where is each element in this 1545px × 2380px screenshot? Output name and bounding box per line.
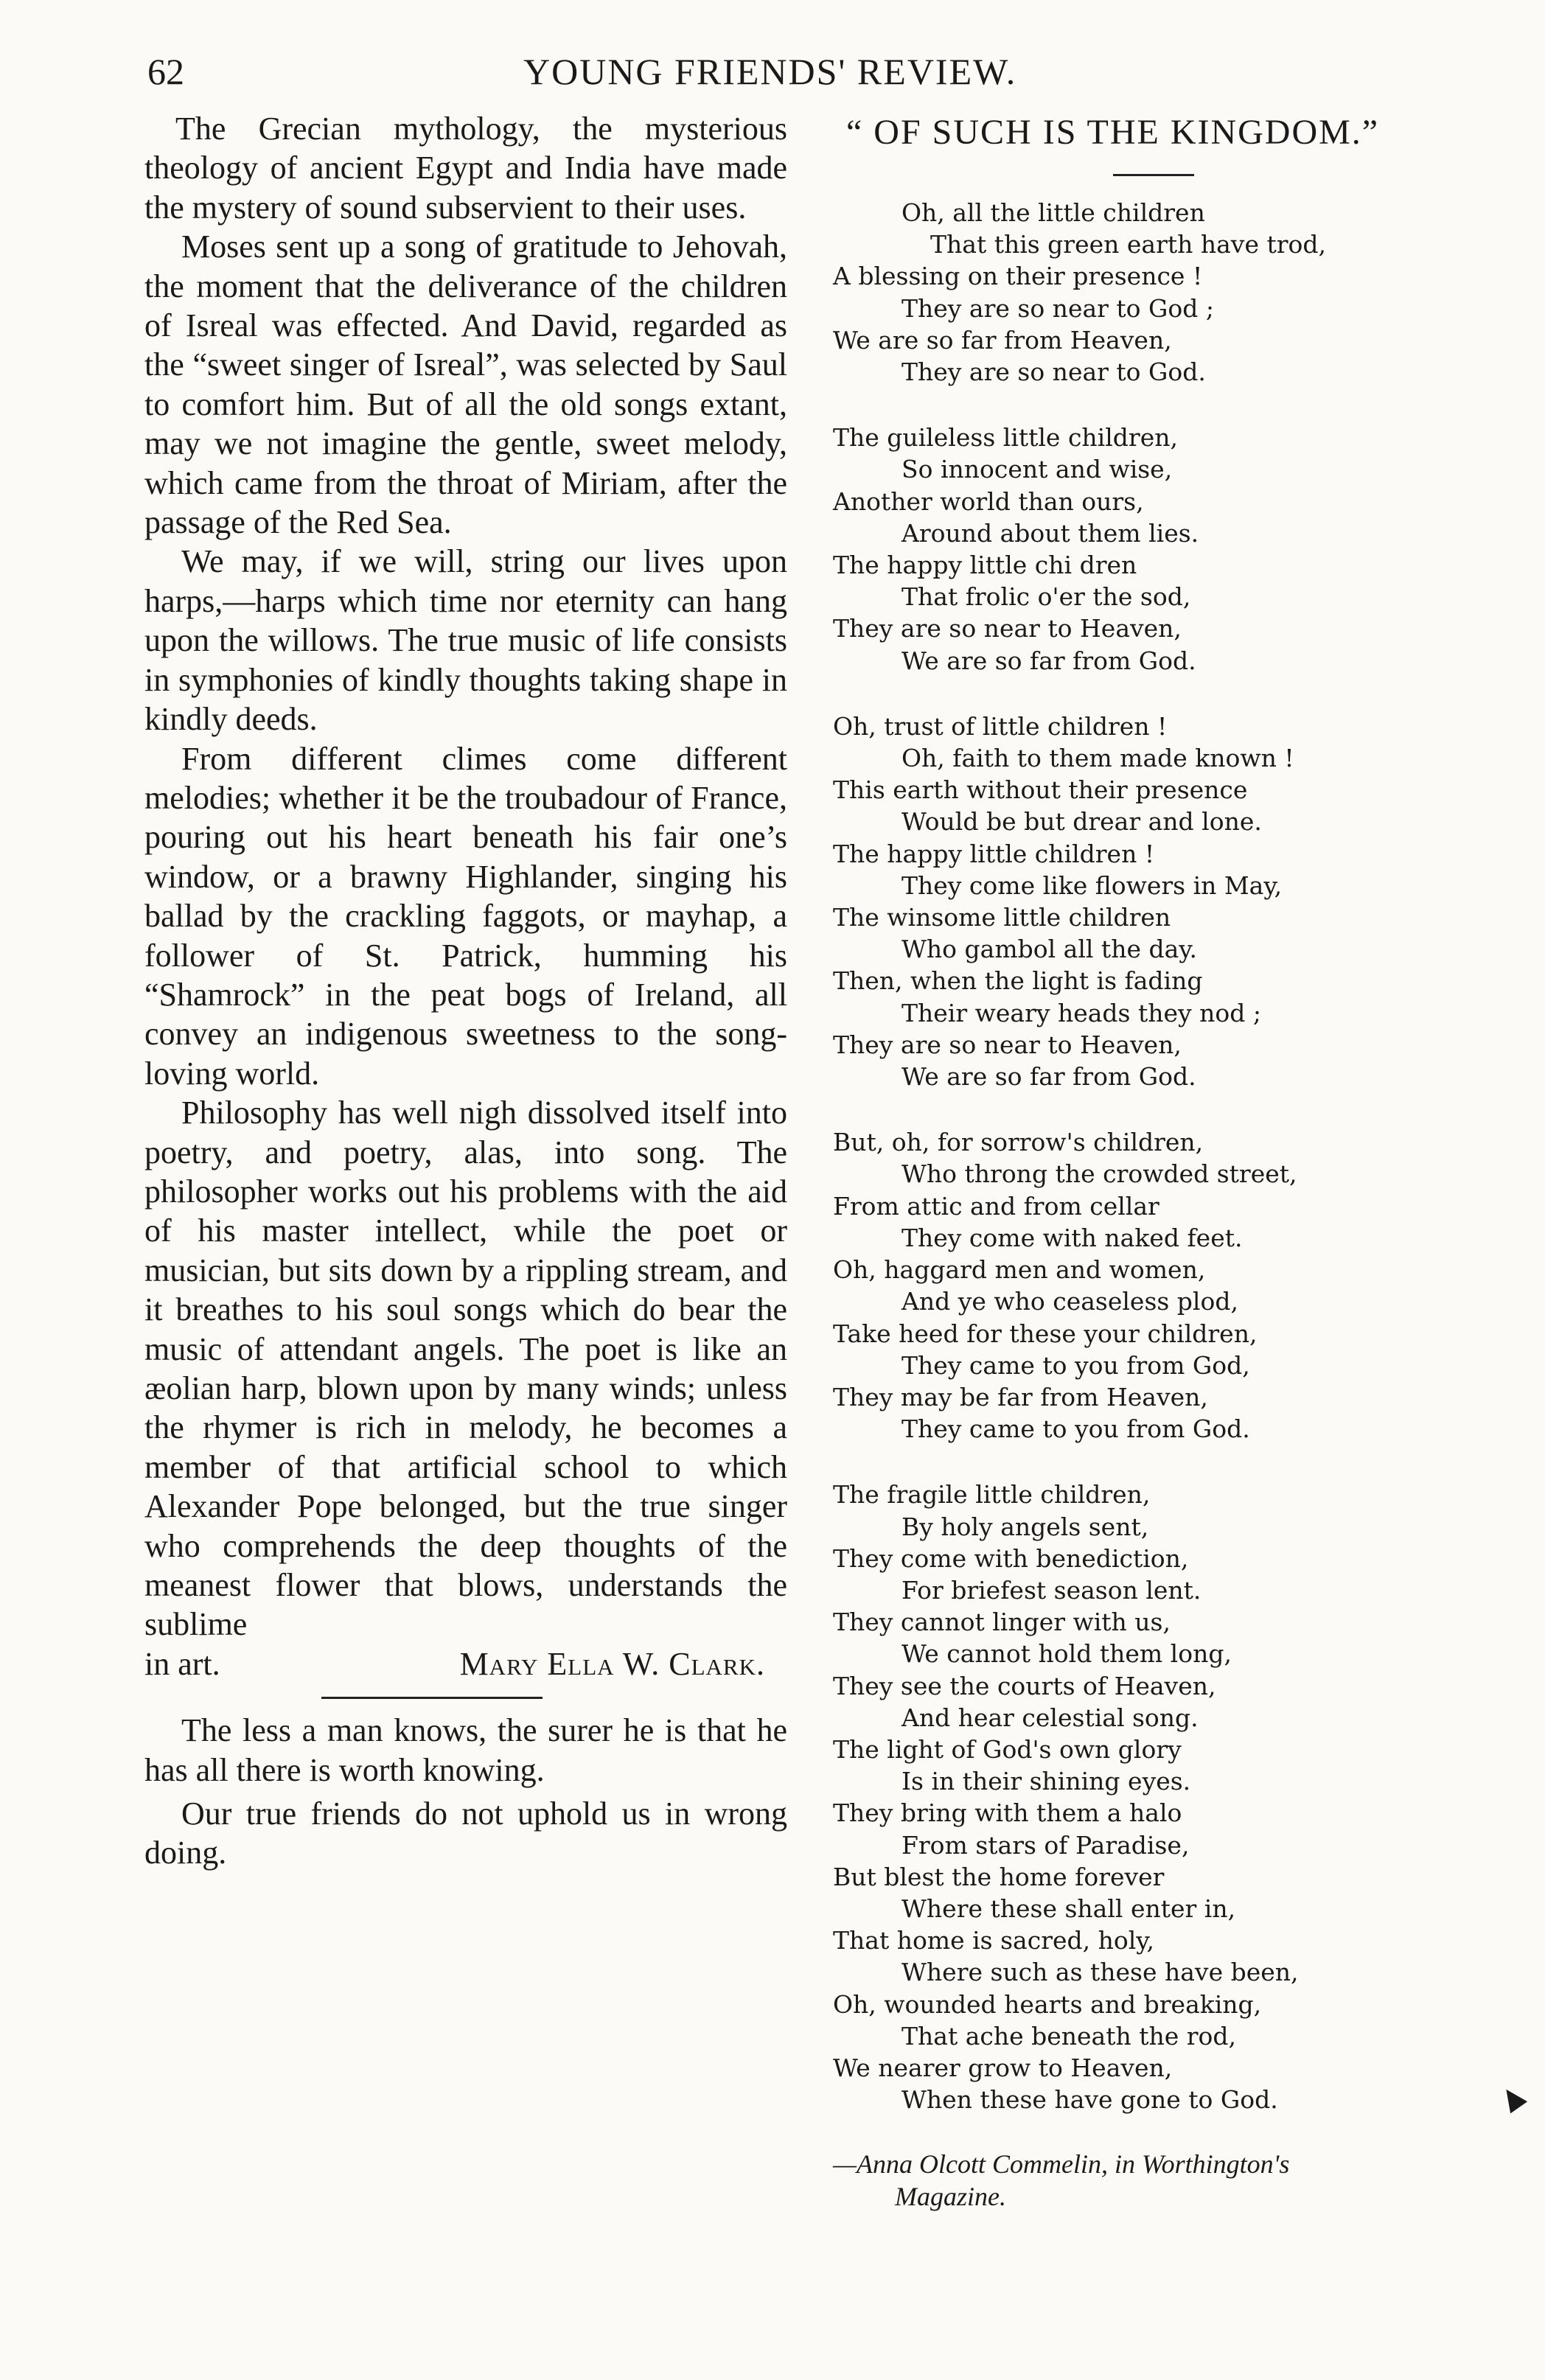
poem-line: For briefest season lent. — [901, 1575, 1202, 1605]
author-byline: Mary Ella W. Clark. — [459, 1645, 765, 1682]
poem-title: “ OF SUCH IS THE KINGDOM.” — [846, 113, 1380, 152]
poem-line: That home is sacred, holy, — [833, 1926, 1155, 1955]
essay-paragraph: We may, if we will, string our lives upon harps,—harps which time nor eternity can hang upon the willows. The true music of life consists in symphonies of kindly thoughts taking shape in kindly deeds. — [144, 543, 787, 738]
filler-paragraph: The less a man knows, the surer he is that he has all there is worth knowing. — [144, 1712, 787, 1788]
essay-last-words: in art. — [144, 1645, 220, 1682]
poem-line: Around about them lies. — [901, 518, 1199, 548]
section-divider — [321, 1697, 543, 1699]
poem-stanza — [833, 711, 1496, 1092]
poem-line: So innocent and wise, — [901, 455, 1173, 484]
poem-line: We cannot hold them long, — [901, 1639, 1232, 1669]
poem-line: Who throng the crowded street, — [901, 1159, 1297, 1189]
poem-line: That ache beneath the rod, — [901, 2021, 1237, 2051]
poem-line: Take heed for these your children, — [833, 1319, 1258, 1348]
poem-line: That frolic o'er the sod, — [901, 582, 1191, 612]
poem-line: Where such as these have been, — [901, 1958, 1299, 1987]
poem-line: From attic and from cellar — [833, 1191, 1159, 1221]
poem-line: They see the courts of Heaven, — [833, 1671, 1216, 1700]
poem-line: Is in their shining eyes. — [901, 1767, 1191, 1796]
poem-stanza — [833, 197, 1496, 388]
poem-line: By holy angels sent, — [901, 1512, 1149, 1541]
attribution-line: —Anna Olcott Commelin, in Worthington's — [833, 2149, 1290, 2180]
poem-line: They are so near to God ; — [901, 293, 1214, 323]
poem-line: The guileless little children, — [833, 423, 1178, 453]
page-number: 62 — [147, 51, 184, 92]
poem-line: They are so near to Heaven, — [833, 614, 1182, 643]
poem-attribution — [833, 2148, 1496, 2213]
essay-paragraph: From different climes come different melodies; whether it be the troubadour of France, pouring out his heart beneath his fair one’s window, or a brawny Highlander, singing his ballad by the crackling faggots, or mayhap, a follower of St. Patrick, humming his “Shamrock” in the peat bogs of Ireland, all convey an indigenous sweetness to the song-loving world. — [144, 740, 787, 1092]
poem-line: Then, when the light is fading — [833, 966, 1203, 996]
poem-line: The light of God's own glory — [833, 1734, 1182, 1764]
essay-paragraph: Philosophy has well nigh dissolved itself into poetry, and poetry, alas, into song. The philosopher works out his problems with the aid of his master intellect, while the poet or musician, but sits down by a rippling stream, and it breathes to his soul songs which do bear the music of attendant angels. The poet is like an æolian harp, blown upon by many winds; unless the rhymer is rich in melody, he becomes a member of that artificial school to which Alexander Pope belonged, but the true singer who comprehends the deep thoughts of the meanest flower that blows, understands the sublime — [144, 1095, 787, 1643]
poem-line: They came to you from God. — [901, 1414, 1250, 1444]
poem-line: They come with benediction, — [833, 1543, 1189, 1573]
poem-line: They may be far from Heaven, — [833, 1382, 1208, 1411]
poem-stanza — [833, 1479, 1496, 2115]
poem-line: But blest the home forever — [833, 1862, 1165, 1891]
poem-line: That this green earth have trod, — [930, 230, 1326, 259]
poem-line: The happy little chi dren — [833, 551, 1137, 580]
poem-line: We are so far from Heaven, — [833, 325, 1172, 355]
poem-line: The happy little children ! — [833, 839, 1155, 868]
poem-line: Oh, all the little children — [901, 198, 1205, 227]
poem-column — [833, 109, 1496, 2213]
journal-title: YOUNG FRIENDS' REVIEW. — [523, 51, 1017, 92]
page-header — [147, 50, 1474, 102]
poem-body — [833, 197, 1496, 2115]
poem-line: The winsome little children — [833, 903, 1171, 932]
poem-line: We nearer grow to Heaven, — [833, 2053, 1173, 2082]
poem-line: Oh, wounded hearts and breaking, — [833, 1989, 1262, 2019]
poem-stanza — [833, 422, 1496, 677]
poem-line: They are so near to God. — [901, 357, 1206, 387]
title-divider — [1113, 174, 1194, 176]
poem-line: And ye who ceaseless plod, — [901, 1287, 1238, 1316]
poem-line: They cannot linger with us, — [833, 1608, 1171, 1637]
poem-line: We are so far from God. — [901, 1062, 1196, 1092]
essay-paragraph: Moses sent up a song of gratitude to Jehovah, the moment that the deliverance of the children of Isreal was effected. And David, regarded as the “sweet singer of Isreal”, was selected by Saul to comfort him. But of all the old songs extant, may we not imagine the gentle, sweet melody, which came from the throat of Miriam, after the passage of the Red Sea. — [144, 228, 787, 541]
poem-stanza — [833, 1126, 1496, 1445]
poem-line: When these have gone to God. — [901, 2085, 1278, 2115]
poem-line: A blessing on their presence ! — [833, 262, 1203, 291]
poem-line: We are so far from God. — [901, 646, 1196, 675]
poem-line: They are so near to Heaven, — [833, 1030, 1182, 1059]
poem-line: From stars of Paradise, — [901, 1830, 1190, 1860]
poem-line: Oh, trust of little children ! — [833, 711, 1168, 741]
essay-closing-line — [144, 1644, 787, 1683]
poem-line: And hear celestial song. — [901, 1703, 1199, 1732]
poem-line: But, oh, for sorrow's children, — [833, 1128, 1204, 1157]
poem-line: They came to you from God, — [901, 1350, 1250, 1380]
filler-paragraph: Our true friends do not uphold us in wrong doing. — [144, 1796, 787, 1871]
poem-line: Where these shall enter in, — [901, 1894, 1236, 1923]
poem-line: They come like flowers in May, — [901, 870, 1283, 900]
poem-line: This earth without their presence — [833, 775, 1248, 805]
poem-line: Oh, haggard men and women, — [833, 1255, 1206, 1285]
poem-line: Who gambol all the day. — [901, 935, 1198, 964]
poem-line: Oh, faith to them made known ! — [901, 744, 1294, 773]
attribution-line: Magazine. — [895, 2182, 1006, 2212]
poem-line: The fragile little children, — [833, 1480, 1151, 1510]
poem-line: Their weary heads they nod ; — [901, 998, 1262, 1027]
essay-paragraph: The Grecian mythology, the mysterious theology of ancient Egypt and India have made the mystery of sound subservient to their uses. — [144, 111, 787, 226]
poem-line: They come with naked feet. — [901, 1223, 1243, 1252]
poem-line: Another world than ours, — [833, 486, 1144, 516]
poem-line: Would be but drear and lone. — [901, 807, 1262, 837]
cursor-arrow-icon — [1498, 2084, 1527, 2114]
poem-line: They bring with them a halo — [833, 1798, 1182, 1828]
essay-column — [144, 109, 787, 1877]
